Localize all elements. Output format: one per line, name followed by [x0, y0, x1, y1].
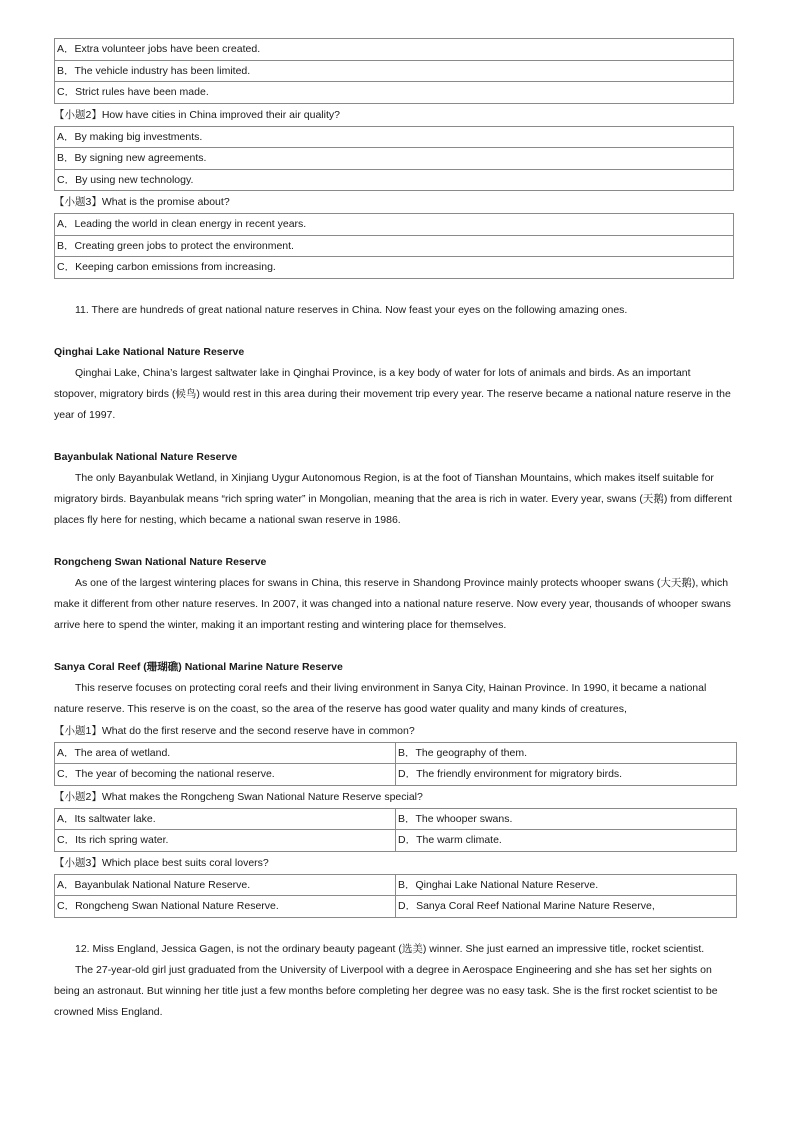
q11-3-option-c[interactable]: C．Rongcheng Swan National Nature Reserve. — [55, 896, 396, 918]
q11-options-1 — [54, 742, 737, 786]
q11-2-option-d[interactable]: D．The warm climate. — [396, 830, 737, 852]
q11-1-option-a[interactable]: A．The area of wetland. — [55, 742, 396, 764]
worksheet-page — [54, 38, 734, 1023]
q11-section-2-text: The only Bayanbulak Wetland, in Xinjiang Uygur Autonomous Region, is at the foot of Tianshan Mountains, which makes itself suitable for migratory birds. Bayanbulak means “rich spring water” in Mongolian, meaning that the area is rich in water. Every year, swans (天鹅) from different places fly here for nesting, which became a national swan reserve in 1986. — [54, 471, 732, 526]
q11-section-2-title: Bayanbulak National Nature Reserve — [54, 450, 238, 463]
q11-1-option-d[interactable]: D．The friendly environment for migratory birds. — [396, 764, 737, 786]
q11-section-4-title: Sanya Coral Reef (珊瑚礁) National Marine Nature Reserve — [54, 660, 343, 673]
q10-2-option-c[interactable]: C．By using new technology. — [55, 169, 734, 191]
q10-options-3 — [54, 213, 734, 279]
q11-sub3-question: 【小题3】Which place best suits coral lovers? — [54, 856, 269, 869]
q11-sub2-question: 【小题2】What makes the Rongcheng Swan National Nature Reserve special? — [54, 790, 423, 803]
q11-options-2 — [54, 808, 737, 852]
q11-2-option-a[interactable]: A．Its saltwater lake. — [55, 808, 396, 830]
q10-1-option-a[interactable]: A．Extra volunteer jobs have been created. — [55, 39, 734, 61]
q11-section-1-text: Qinghai Lake, China’s largest saltwater lake in Qinghai Province, is a key body of water for lots of animals and birds. As an important stopover, migratory birds (候鸟) would rest in this area during their movement trip every year. The reserve became a national nature reserve in the year of 1997. — [54, 366, 731, 421]
q11-section-1-title: Qinghai Lake National Nature Reserve — [54, 345, 245, 358]
q10-1-option-b[interactable]: B．The vehicle industry has been limited. — [55, 60, 734, 82]
q10-sub2-question: 【小题2】How have cities in China improved their air quality? — [54, 108, 340, 121]
q10-2-option-b[interactable]: B．By signing new agreements. — [55, 148, 734, 170]
q11-2-option-c[interactable]: C．Its rich spring water. — [55, 830, 396, 852]
q11-section-3-text: As one of the largest wintering places for swans in China, this reserve in Shandong Province mainly protects whooper swans (大天鹅), which make it different from other nature reserves. In 2007, it was changed into a national nature reserve. Now every year, thousands of whooper swans arrive here to spend the winter, making it an important resting and wintering place for themselves. — [54, 576, 731, 631]
q11-2-option-b[interactable]: B．The whooper swans. — [396, 808, 737, 830]
q11-1-option-c[interactable]: C．The year of becoming the national reserve. — [55, 764, 396, 786]
q12-paragraph: The 27-year-old girl just graduated from the University of Liverpool with a degree in Aerospace Engineering and she has set her sights on being an astronaut. But winning her title just a few months before completing her degree was no easy task. She is the first rocket scientist to be crowned Miss England. — [54, 963, 718, 1018]
q10-options-2 — [54, 126, 734, 192]
q12-intro: 12. Miss England, Jessica Gagen, is not the ordinary beauty pageant (选美) winner. She just earned an impressive title, rocket scientist. — [75, 942, 705, 955]
q11-3-option-a[interactable]: A．Bayanbulak National Nature Reserve. — [55, 874, 396, 896]
q10-2-option-a[interactable]: A．By making big investments. — [55, 126, 734, 148]
q10-sub3-question: 【小题3】What is the promise about? — [54, 196, 230, 208]
q11-3-option-b[interactable]: B．Qinghai Lake National Nature Reserve. — [396, 874, 737, 896]
q11-section-3-title: Rongcheng Swan National Nature Reserve — [54, 555, 267, 568]
q11-sub1-question: 【小题1】What do the first reserve and the second reserve have in common? — [54, 724, 415, 737]
q10-3-option-c[interactable]: C．Keeping carbon emissions from increasing. — [55, 257, 734, 279]
q11-section-4-text: This reserve focuses on protecting coral reefs and their living environment in Sanya City, Hainan Province. In 1990, it became a national nature reserve. This reserve is on the coast, so the area of the reserve has good water quality and many kinds of creatures, — [54, 681, 707, 715]
q11-intro: 11. There are hundreds of great national nature reserves in China. Now feast your eyes on the following amazing ones. — [75, 303, 628, 316]
q11-options-3 — [54, 874, 737, 918]
q10-options-1 — [54, 38, 734, 104]
q11-1-option-b[interactable]: B．The geography of them. — [396, 742, 737, 764]
q11-3-option-d[interactable]: D．Sanya Coral Reef National Marine Nature Reserve, — [396, 896, 737, 918]
q10-3-option-b[interactable]: B．Creating green jobs to protect the environment. — [55, 235, 734, 257]
q10-3-option-a[interactable]: A．Leading the world in clean energy in recent years. — [55, 214, 734, 236]
q10-1-option-c[interactable]: C．Strict rules have been made. — [55, 82, 734, 104]
